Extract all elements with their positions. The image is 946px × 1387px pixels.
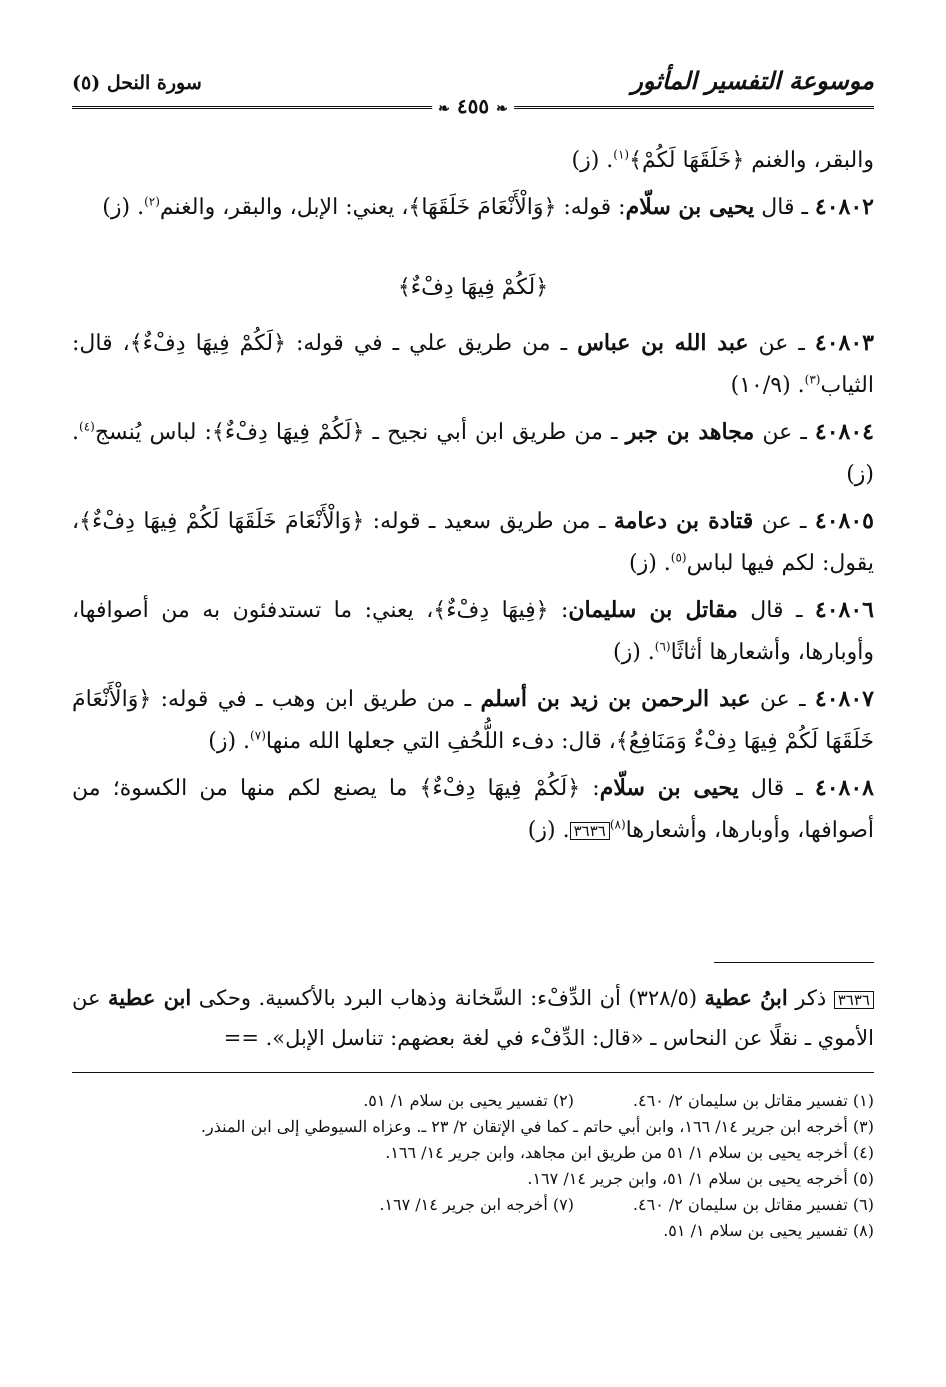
entry-text: : ﴿فِيهَا دِفْءٌ﴾، يعني: ما تستدفئون به من أصوافها، وأوبارها، وأشعارها أثاثًا (72, 598, 874, 665)
entry-continuation (72, 140, 874, 182)
narrator-name: يحيى بن سلّام (625, 194, 755, 220)
entry-text: ـ من طريق ابن وهب ـ في قوله: ﴿وَالْأَنْعَامَ خَلَقَهَا لَكُمْ فِيهَا دِفْءٌ وَمَنَافِعُ﴾، قال: دفء اللُّحُفِ التي جعلها الله منها (72, 687, 874, 754)
entry-text: ـ عن (754, 420, 815, 445)
footnote-row (72, 1192, 874, 1218)
commentary-tag: ٣٦٣٦ (834, 991, 874, 1009)
entry-text: . (ز) (102, 195, 145, 220)
entry-text: : قوله: ﴿وَالْأَنْعَامَ خَلَقَهَا﴾، يعني: الإبل، والبقر، والغنم (159, 195, 626, 220)
entry-text: ـ من طريق علي ـ في قوله: ﴿لَكُمْ فِيهَا دِفْءٌ﴾، قال: الثياب (72, 331, 874, 398)
entry-text: . (ز) (72, 420, 874, 487)
entry-text: . (ز) (629, 551, 671, 576)
commentary-ref-tag[interactable]: ٣٦٣٦ (570, 822, 610, 840)
entry-text: ـ قال (738, 776, 815, 801)
entry-40803 (72, 322, 874, 407)
footnote-1: (١) تفسير مقاتل بن سليمان ٢/ ٤٦٠. (632, 1091, 874, 1110)
scholar-name: ابنُ عطية (704, 985, 788, 1010)
footnote-7: (٧) أخرجه ابن جرير ١٤/ ١٦٧. (379, 1195, 574, 1214)
ornament-right-icon: ❧ (496, 101, 508, 117)
entry-number: ٤٠٨٠٢ (814, 194, 874, 220)
entry-text: ـ عن (750, 687, 815, 712)
footnote-row (72, 1088, 874, 1114)
footnote-ref: (٢) (144, 194, 160, 209)
entry-40805 (72, 500, 874, 585)
entry-number: ٤٠٨٠٦ (814, 597, 874, 623)
entry-text: ـ قال (737, 598, 815, 623)
footnote-5: (٥) أخرجه يحيى بن سلام ١/ ٥١، وابن جرير ١٤/ ١٦٧. (527, 1169, 874, 1188)
entry-text: : ﴿لَكُمْ فِيهَا دِفْءٌ﴾ ما يصنع لكم منها من الكسوة؛ من أصوافها، وأوبارها، وأشعارها (72, 776, 874, 843)
entry-text: ـ من طريق سعيد ـ قوله: ﴿وَالْأَنْعَامَ خَلَقَهَا لَكُمْ فِيهَا دِفْءٌ﴾، يقول: لكم فيها لباس (72, 509, 874, 576)
footnote-4: (٤) أخرجه يحيى بن سلام ١/ ٥١ من طريق ابن مجاهد، وابن جرير ١٤/ ١٦٦. (385, 1143, 874, 1162)
narrator-name: عبد الله بن عباس (577, 330, 749, 356)
scholar-name: ابن عطية (108, 985, 192, 1010)
commentary-text: ذكر (787, 986, 834, 1010)
narrator-name: قتادة بن دعامة (613, 508, 754, 534)
footnotes (72, 1088, 874, 1244)
entry-text: . (ز) (571, 148, 614, 173)
entry-number: ٤٠٨٠٧ (814, 686, 874, 712)
ornament-left-icon: ❧ (438, 101, 450, 117)
entry-number: ٤٠٨٠٥ (814, 508, 874, 534)
footnote-2: (٢) تفسير يحيى بن سلام ١/ ٥١. (363, 1091, 574, 1110)
footnote-ref: (٧) (250, 728, 266, 743)
entry-number: ٤٠٨٠٤ (814, 419, 874, 445)
commentary-separator (714, 962, 874, 963)
narrator-name: يحيى بن سلّام (599, 775, 739, 801)
footnotes-separator (72, 1072, 874, 1073)
footnote-ref: (٣) (804, 372, 821, 387)
entry-text: ـ من طريق ابن أبي نجيح ـ ﴿لَكُمْ فِيهَا دِفْءٌ﴾: لباس يُنسج (94, 420, 626, 445)
surah-title: سورة النحل (٥) (72, 72, 202, 94)
entry-text: . (ز) (208, 729, 251, 754)
entry-40807 (72, 678, 874, 763)
commentary-text: (٣٢٨/٥) أن الدِّفْء: السَّخانة وذهاب البرد بالأكسية. وحكى (191, 986, 705, 1010)
verse-heading: ﴿لَكُمْ فِيهَا دِفْءٌ﴾ (397, 275, 549, 300)
narrator-name: مقاتل بن سليمان (568, 597, 738, 623)
commentary-text: عن الأموي ـ نقلًا عن النحاس ـ «قال: الدِّفْء في لغة بعضهم: تناسل الإبل». == (72, 986, 874, 1050)
entry-number: ٤٠٨٠٣ (814, 330, 874, 356)
footnote-ref: (٥) (670, 550, 687, 565)
narrator-name: مجاهد بن جبر (625, 419, 755, 445)
footnote-ref: (٤) (79, 419, 95, 434)
footnote-3: (٣) أخرجه ابن جرير ١٤/ ١٦٦، وابن أبي حاتم ـ كما في الإتقان ٢/ ٢٣ ـ. وعزاه السيوطي إلى ابن المنذر. (200, 1117, 874, 1136)
page-header (72, 66, 874, 122)
entry-text: ـ قال (754, 195, 815, 220)
commentary-note (72, 978, 874, 1058)
entry-40808 (72, 767, 874, 852)
entry-40804 (72, 411, 874, 496)
main-text (72, 140, 874, 856)
narrator-name: عبد الرحمن بن زيد بن أسلم (480, 686, 751, 712)
entry-text: ـ عن (748, 331, 815, 356)
entry-40802 (72, 186, 874, 229)
entry-number: ٤٠٨٠٨ (814, 775, 874, 801)
entry-text: والبقر، والغنم ﴿خَلَقَهَا لَكُمْ﴾ (629, 148, 874, 173)
page-number-block (432, 94, 514, 118)
page-number: ٤٥٥ (456, 94, 490, 118)
entry-text: ـ عن (753, 509, 815, 534)
footnote-6: (٦) تفسير مقاتل بن سليمان ٢/ ٤٦٠. (632, 1195, 874, 1214)
footnote-ref: (١) (613, 147, 630, 162)
entry-text: . (ز) (613, 640, 655, 665)
book-title: موسوعة التفسير المأثور (631, 66, 874, 95)
footnote-8: (٨) تفسير يحيى بن سلام ١/ ٥١. (663, 1221, 874, 1240)
entry-text: . (١٠/٩) (730, 373, 805, 398)
footnote-ref: (٦) (654, 639, 671, 654)
entry-text: . (ز) (527, 818, 570, 843)
entry-40806 (72, 589, 874, 674)
footnote-ref: (٨) (609, 817, 626, 832)
